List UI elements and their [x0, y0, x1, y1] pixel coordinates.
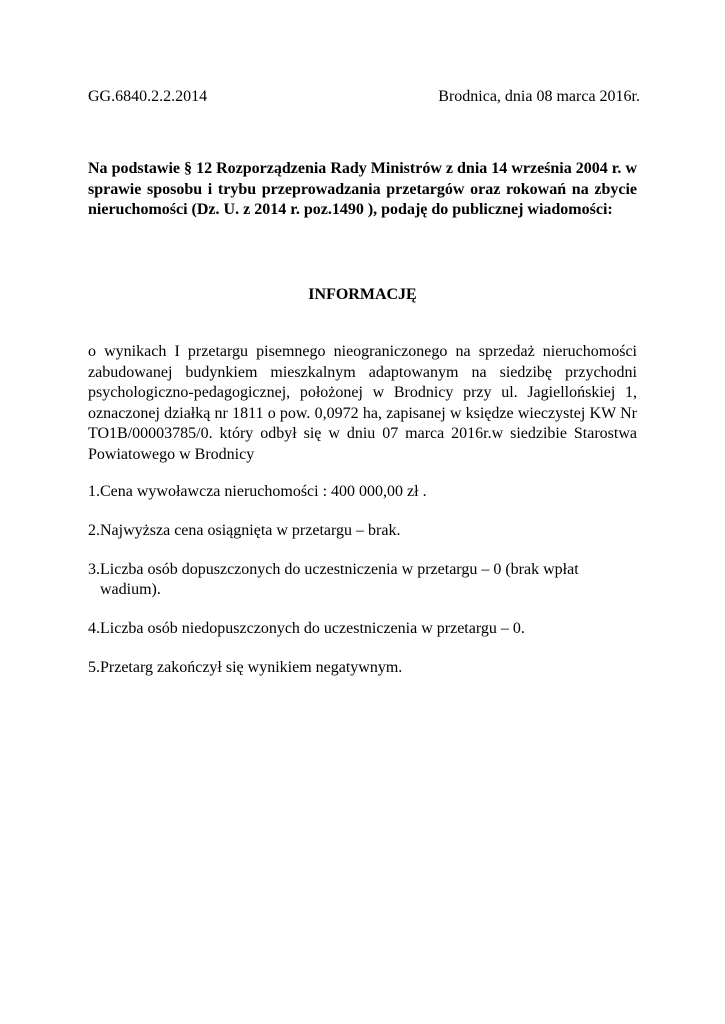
legal-basis-paragraph: Na podstawie § 12 Rozporządzenia Rady Ministrów z dnia 14 września 2004 r. w sprawie sposobu i trybu przeprowadzania przetargów oraz rokowań na zbycie nieruchomości (Dz. U. z 2014 r. poz.1490 ), podaję do publicznej wiadomości: — [88, 160, 637, 218]
document-header — [88, 87, 640, 107]
auction-description: o wynikach I przetargu pisemnego nieograniczonego na sprzedaż nieruchomości zabudowanej budynkiem mieszkalnym adaptowanym na siedzibę przychodni psychologiczno-pedagogicznej, położonej w Brodnicy przy ul. Jagiellońskiej 1, oznaczonej działką nr 1811 o pow. 0,0972 ha, zapisanej w księdze wieczystej KW Nr TO1B/00003785/0. który odbył się w dniu 07 marca 2016r.w siedzibie Starostwa Powiatowego w Brodnicy — [88, 343, 637, 463]
result-item-highest-price: 2.Najwyższa cena osiągnięta w przetargu – brak. — [88, 522, 401, 539]
document-title: INFORMACJĘ — [308, 286, 417, 303]
result-item-starting-price: 1.Cena wywoławcza nieruchomości : 400 000,00 zł . — [88, 483, 427, 500]
result-item-admitted-bidders: 3.Liczba osób dopuszczonych do uczestniczenia w przetargu – 0 (brak wpłat wadium). — [88, 561, 579, 598]
reference-number: GG.6840.2.2.2014 — [88, 88, 208, 105]
place-and-date: Brodnica, dnia 08 marca 2016r. — [438, 88, 640, 105]
results-list — [88, 482, 637, 697]
result-item-outcome: 5.Przetarg zakończył się wynikiem negatywnym. — [88, 659, 403, 676]
result-item-rejected-bidders: 4.Liczba osób niedopuszczonych do uczestniczenia w przetargu – 0. — [88, 620, 525, 637]
